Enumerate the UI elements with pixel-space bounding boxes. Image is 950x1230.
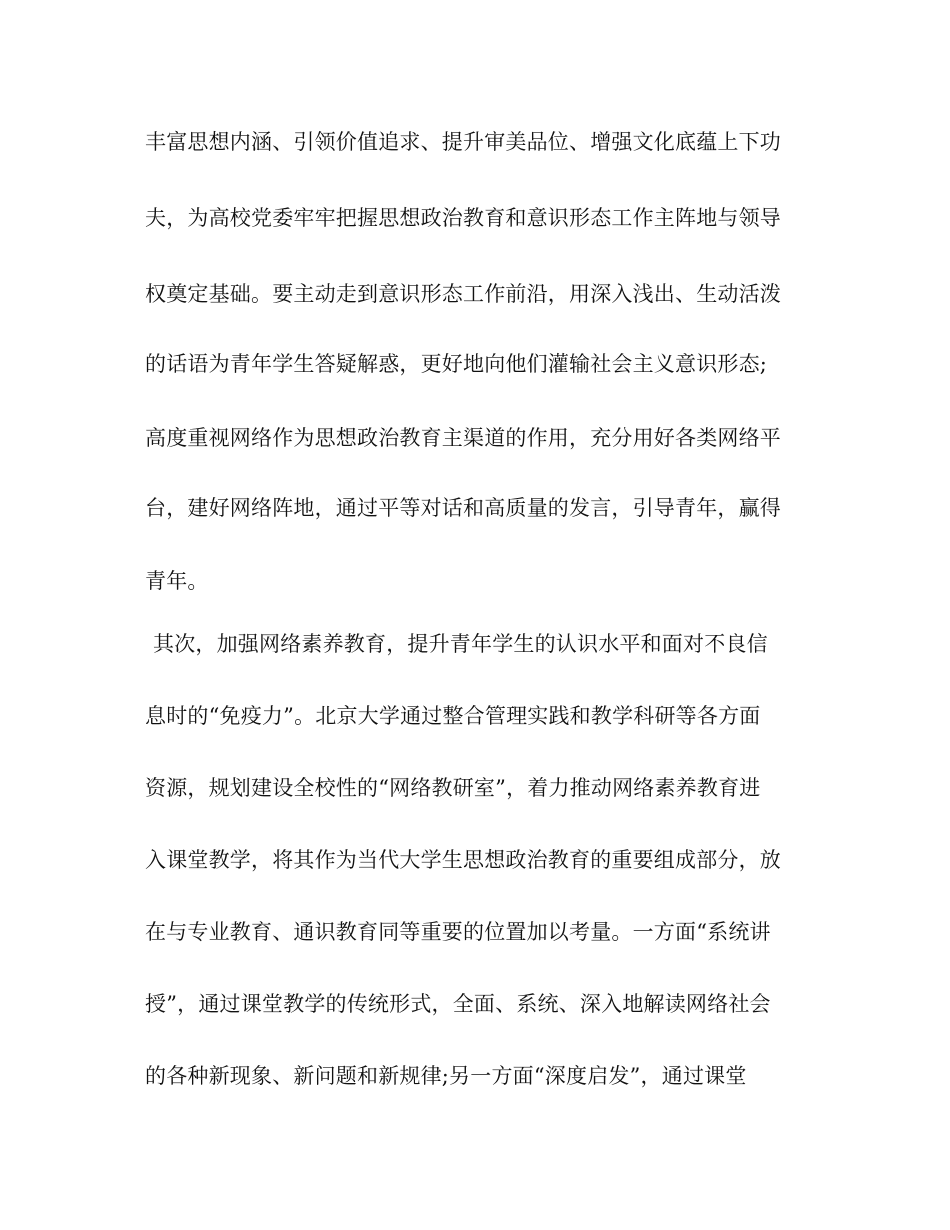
text-line: 的各种新现象、新问题和新规律;另一方面“深度启发”，通过课堂 <box>145 1064 747 1088</box>
text-line: 息时的“免疫力”。北京大学通过整合管理实践和教学科研等各方面 <box>145 704 761 728</box>
text-line: 在与专业教育、通识教育同等重要的位置加以考量。一方面“系统讲 <box>145 920 771 944</box>
text-line: 入课堂教学，将其作为当代大学生思想政治教育的重要组成部分，放 <box>145 848 781 872</box>
text-line: 台，建好网络阵地，通过平等对话和高质量的发言，引导青年，赢得 <box>145 496 781 520</box>
text-line: 高度重视网络作为思想政治教育主渠道的作用，充分用好各类网络平 <box>145 426 781 450</box>
text-line: 夫，为高校党委牢牢把握思想政治教育和意识形态工作主阵地与领导 <box>145 206 781 230</box>
text-line: 资源，规划建设全校性的“网络教研室”，着力推动网络素养教育进 <box>145 776 761 800</box>
text-line: 权奠定基础。要主动走到意识形态工作前沿，用深入浅出、生动活泼 <box>145 282 781 306</box>
text-line: 丰富思想内涵、引领价值追求、提升审美品位、增强文化底蕴上下功 <box>145 130 781 154</box>
text-line: 青年。 <box>145 569 209 593</box>
paragraph-start-line: 其次，加强网络素养教育，提升青年学生的认识水平和面对不良信 <box>153 632 768 656</box>
text-line: 的话语为青年学生答疑解惑，更好地向他们灌输社会主义意识形态; <box>145 352 768 376</box>
text-line: 授”，通过课堂教学的传统形式，全面、系统、深入地解读网络社会 <box>145 992 771 1016</box>
